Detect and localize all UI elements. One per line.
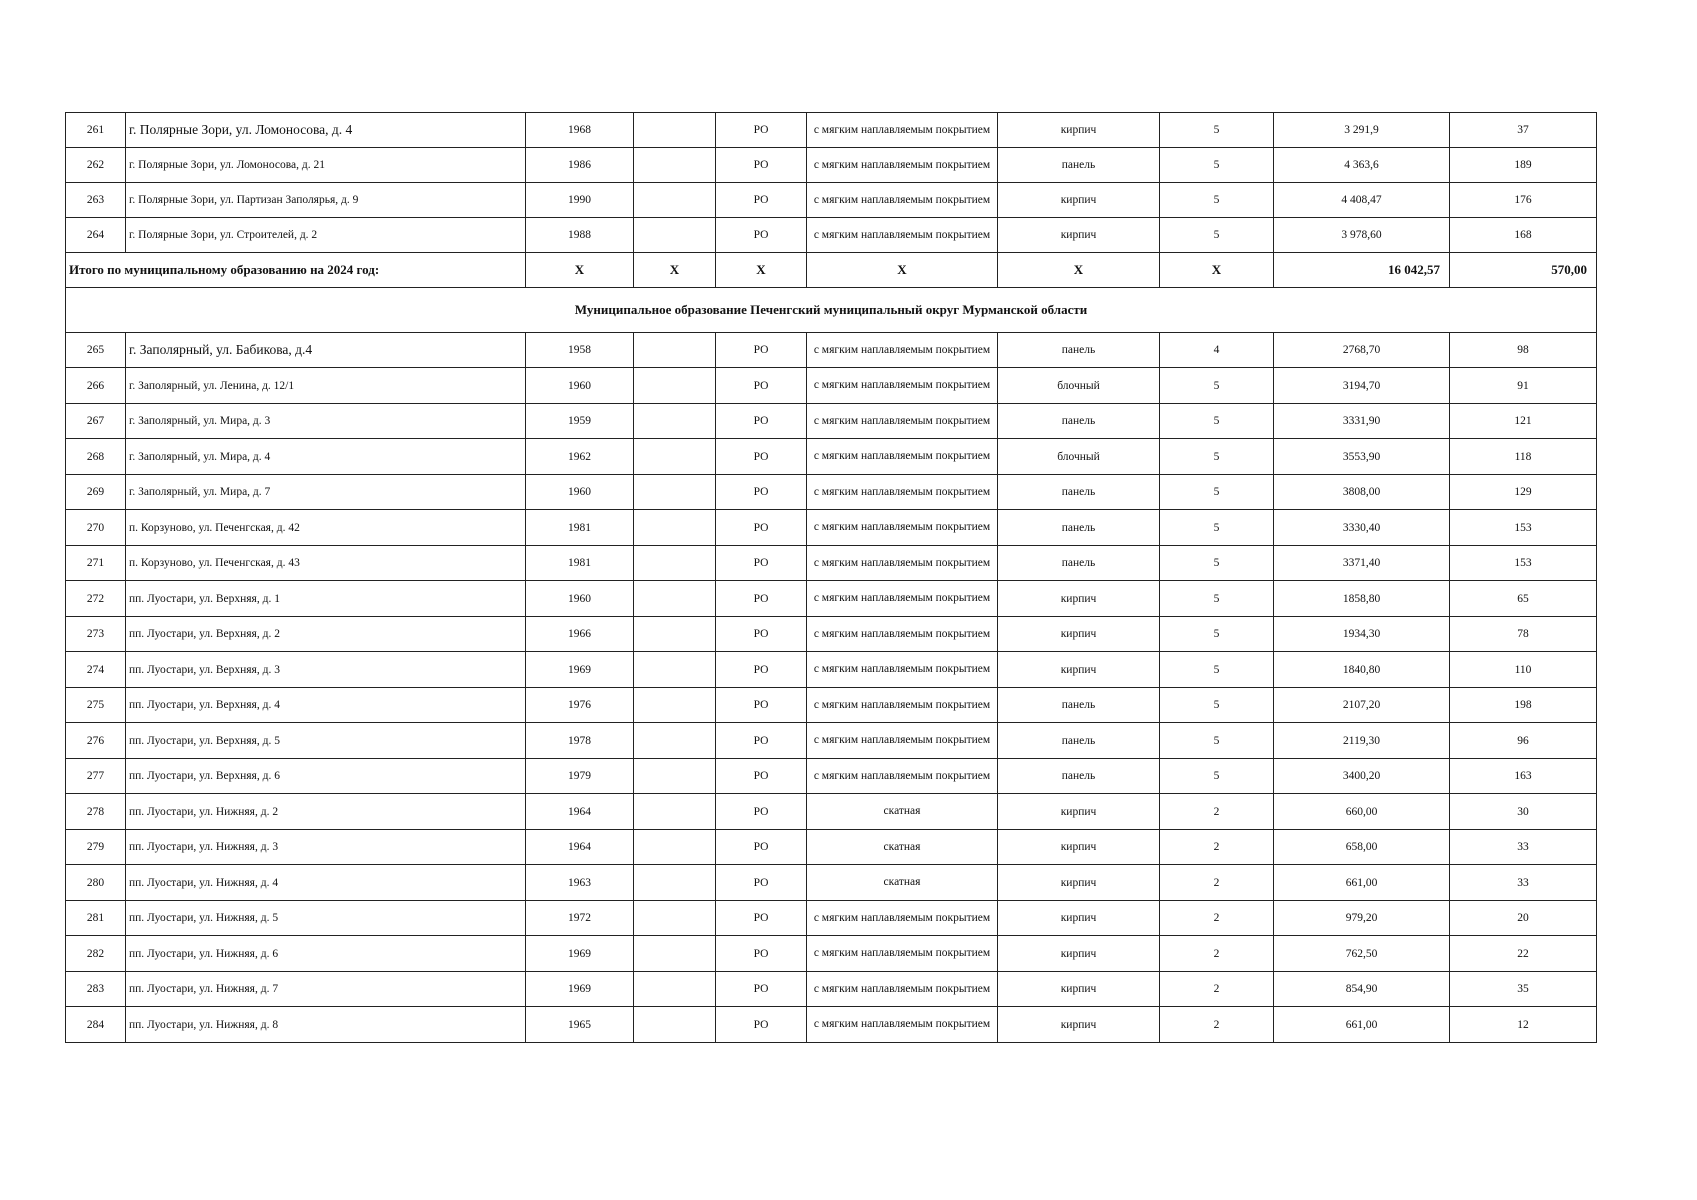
roof-type: с мягким наплавляемым покрытием — [807, 183, 998, 218]
wall-material: кирпич — [998, 901, 1160, 936]
residents-count: 37 — [1450, 113, 1597, 148]
table-row — [66, 865, 1597, 901]
row-number: 281 — [66, 901, 126, 936]
block1-rows — [66, 113, 1597, 253]
address: пп. Луостари, ул. Верхняя, д. 6 — [126, 759, 526, 794]
table-row — [66, 333, 1597, 368]
total-area-cell: 1934,30 — [1274, 617, 1450, 652]
floor-count: 5 — [1160, 439, 1274, 475]
wall-material: кирпич — [998, 652, 1160, 688]
build-year: 1969 — [526, 972, 634, 1007]
address: пп. Луостари, ул. Нижняя, д. 6 — [126, 936, 526, 972]
table-row — [66, 652, 1597, 688]
wall-material: кирпич — [998, 794, 1160, 830]
total-area-cell: 658,00 — [1274, 830, 1450, 865]
address: пп. Луостари, ул. Нижняя, д. 4 — [126, 865, 526, 901]
extra-cell — [634, 510, 716, 546]
build-year: 1966 — [526, 617, 634, 652]
roof-type: с мягким наплавляемым покрытием — [807, 688, 998, 723]
fund-type: РО — [716, 510, 807, 546]
build-year: 1959 — [526, 404, 634, 439]
build-year: 1964 — [526, 794, 634, 830]
fund-type: РО — [716, 759, 807, 794]
table-row — [66, 581, 1597, 617]
wall-material: панель — [998, 404, 1160, 439]
table-row — [66, 794, 1597, 830]
roof-type: с мягким наплавляемым покрытием — [807, 333, 998, 368]
total-row — [66, 253, 1597, 288]
total-x-col4: X — [634, 253, 716, 288]
residents-count: 153 — [1450, 546, 1597, 581]
total-area-cell: 3330,40 — [1274, 510, 1450, 546]
roof-type: с мягким наплавляемым покрытием — [807, 759, 998, 794]
fund-type: РО — [716, 368, 807, 404]
housing-register-table — [65, 112, 1597, 1043]
row-number: 279 — [66, 830, 126, 865]
build-year: 1969 — [526, 652, 634, 688]
total-x-floors: X — [1160, 253, 1274, 288]
roof-type: с мягким наплавляемым покрытием — [807, 113, 998, 148]
row-number: 280 — [66, 865, 126, 901]
table-row — [66, 113, 1597, 148]
extra-cell — [634, 688, 716, 723]
fund-type: РО — [716, 830, 807, 865]
roof-type: с мягким наплавляемым покрытием — [807, 439, 998, 475]
table-row — [66, 404, 1597, 439]
address: п. Корзуново, ул. Печенгская, д. 43 — [126, 546, 526, 581]
wall-material: панель — [998, 333, 1160, 368]
fund-type: РО — [716, 972, 807, 1007]
fund-type: РО — [716, 546, 807, 581]
residents-count: 33 — [1450, 865, 1597, 901]
row-number: 262 — [66, 148, 126, 183]
floor-count: 5 — [1160, 404, 1274, 439]
total-area-cell: 3553,90 — [1274, 439, 1450, 475]
residents-count: 110 — [1450, 652, 1597, 688]
section-title: Муниципальное образование Печенгский муниципальный округ Мурманской области — [66, 288, 1597, 333]
row-number: 263 — [66, 183, 126, 218]
build-year: 1981 — [526, 546, 634, 581]
total-x-roof: X — [807, 253, 998, 288]
total-area-cell: 3808,00 — [1274, 475, 1450, 510]
total-area-cell: 3371,40 — [1274, 546, 1450, 581]
row-number: 264 — [66, 218, 126, 253]
total-area-cell: 762,50 — [1274, 936, 1450, 972]
table-row — [66, 218, 1597, 253]
build-year: 1979 — [526, 759, 634, 794]
wall-material: кирпич — [998, 830, 1160, 865]
floor-count: 5 — [1160, 183, 1274, 218]
residents-count: 153 — [1450, 510, 1597, 546]
fund-type: РО — [716, 652, 807, 688]
wall-material: кирпич — [998, 865, 1160, 901]
address: г. Заполярный, ул. Бабикова, д.4 — [126, 333, 526, 368]
floor-count: 2 — [1160, 901, 1274, 936]
total-area-cell: 1840,80 — [1274, 652, 1450, 688]
wall-material: панель — [998, 475, 1160, 510]
extra-cell — [634, 183, 716, 218]
row-number: 269 — [66, 475, 126, 510]
extra-cell — [634, 759, 716, 794]
row-number: 284 — [66, 1007, 126, 1043]
total-area-cell: 3400,20 — [1274, 759, 1450, 794]
fund-type: РО — [716, 794, 807, 830]
row-number: 266 — [66, 368, 126, 404]
residents-count: 12 — [1450, 1007, 1597, 1043]
roof-type: с мягким наплавляемым покрытием — [807, 581, 998, 617]
row-number: 283 — [66, 972, 126, 1007]
row-number: 278 — [66, 794, 126, 830]
residents-count: 168 — [1450, 218, 1597, 253]
extra-cell — [634, 901, 716, 936]
table-row — [66, 830, 1597, 865]
wall-material: панель — [998, 723, 1160, 759]
residents-count: 35 — [1450, 972, 1597, 1007]
build-year: 1963 — [526, 865, 634, 901]
extra-cell — [634, 581, 716, 617]
row-number: 282 — [66, 936, 126, 972]
fund-type: РО — [716, 148, 807, 183]
wall-material: кирпич — [998, 936, 1160, 972]
total-x-fund: X — [716, 253, 807, 288]
row-number: 270 — [66, 510, 126, 546]
roof-type: с мягким наплавляемым покрытием — [807, 723, 998, 759]
table-row — [66, 510, 1597, 546]
address: г. Полярные Зори, ул. Партизан Заполярья, д. 9 — [126, 183, 526, 218]
floor-count: 5 — [1160, 723, 1274, 759]
roof-type: с мягким наплавляемым покрытием — [807, 218, 998, 253]
address: пп. Луостари, ул. Нижняя, д. 8 — [126, 1007, 526, 1043]
row-number: 277 — [66, 759, 126, 794]
residents-count: 176 — [1450, 183, 1597, 218]
extra-cell — [634, 148, 716, 183]
fund-type: РО — [716, 901, 807, 936]
address: пп. Луостари, ул. Нижняя, д. 3 — [126, 830, 526, 865]
wall-material: кирпич — [998, 113, 1160, 148]
address: пп. Луостари, ул. Верхняя, д. 1 — [126, 581, 526, 617]
floor-count: 5 — [1160, 510, 1274, 546]
floor-count: 5 — [1160, 688, 1274, 723]
residents-count: 65 — [1450, 581, 1597, 617]
build-year: 1958 — [526, 333, 634, 368]
build-year: 1960 — [526, 475, 634, 510]
total-area-cell: 854,90 — [1274, 972, 1450, 1007]
build-year: 1978 — [526, 723, 634, 759]
row-number: 268 — [66, 439, 126, 475]
fund-type: РО — [716, 617, 807, 652]
residents-count: 33 — [1450, 830, 1597, 865]
floor-count: 2 — [1160, 972, 1274, 1007]
wall-material: панель — [998, 148, 1160, 183]
build-year: 1972 — [526, 901, 634, 936]
total-area-cell: 3194,70 — [1274, 368, 1450, 404]
wall-material: блочный — [998, 368, 1160, 404]
wall-material: кирпич — [998, 581, 1160, 617]
address: пп. Луостари, ул. Нижняя, д. 7 — [126, 972, 526, 1007]
wall-material: кирпич — [998, 617, 1160, 652]
table-row — [66, 688, 1597, 723]
total-area: 16 042,57 — [1274, 253, 1450, 288]
address: г. Полярные Зори, ул. Ломоносова, д. 4 — [126, 113, 526, 148]
table-row — [66, 759, 1597, 794]
extra-cell — [634, 113, 716, 148]
build-year: 1976 — [526, 688, 634, 723]
fund-type: РО — [716, 865, 807, 901]
fund-type: РО — [716, 1007, 807, 1043]
roof-type: с мягким наплавляемым покрытием — [807, 546, 998, 581]
wall-material: панель — [998, 759, 1160, 794]
wall-material: кирпич — [998, 218, 1160, 253]
address: г. Заполярный, ул. Мира, д. 4 — [126, 439, 526, 475]
total-people: 570,00 — [1450, 253, 1597, 288]
floor-count: 5 — [1160, 113, 1274, 148]
total-area-cell: 3 291,9 — [1274, 113, 1450, 148]
total-area-cell: 2107,20 — [1274, 688, 1450, 723]
total-x-year: X — [526, 253, 634, 288]
residents-count: 121 — [1450, 404, 1597, 439]
table-row — [66, 723, 1597, 759]
residents-count: 118 — [1450, 439, 1597, 475]
total-area-cell: 660,00 — [1274, 794, 1450, 830]
roof-type: скатная — [807, 794, 998, 830]
wall-material: кирпич — [998, 183, 1160, 218]
roof-type: скатная — [807, 865, 998, 901]
extra-cell — [634, 439, 716, 475]
residents-count: 22 — [1450, 936, 1597, 972]
address: п. Корзуново, ул. Печенгская, д. 42 — [126, 510, 526, 546]
table-row — [66, 368, 1597, 404]
build-year: 1965 — [526, 1007, 634, 1043]
address: пп. Луостари, ул. Нижняя, д. 2 — [126, 794, 526, 830]
floor-count: 5 — [1160, 546, 1274, 581]
roof-type: с мягким наплавляемым покрытием — [807, 652, 998, 688]
build-year: 1964 — [526, 830, 634, 865]
fund-type: РО — [716, 475, 807, 510]
extra-cell — [634, 404, 716, 439]
roof-type: с мягким наплавляемым покрытием — [807, 510, 998, 546]
build-year: 1968 — [526, 113, 634, 148]
residents-count: 78 — [1450, 617, 1597, 652]
roof-type: скатная — [807, 830, 998, 865]
extra-cell — [634, 865, 716, 901]
extra-cell — [634, 546, 716, 581]
extra-cell — [634, 723, 716, 759]
extra-cell — [634, 333, 716, 368]
residents-count: 163 — [1450, 759, 1597, 794]
wall-material: блочный — [998, 439, 1160, 475]
total-label: Итого по муниципальному образованию на 2024 год: — [66, 253, 526, 288]
floor-count: 5 — [1160, 759, 1274, 794]
table-row — [66, 972, 1597, 1007]
wall-material: панель — [998, 510, 1160, 546]
roof-type: с мягким наплавляемым покрытием — [807, 972, 998, 1007]
floor-count: 2 — [1160, 1007, 1274, 1043]
address: г. Заполярный, ул. Мира, д. 7 — [126, 475, 526, 510]
total-area-cell: 661,00 — [1274, 1007, 1450, 1043]
table-row — [66, 183, 1597, 218]
extra-cell — [634, 617, 716, 652]
fund-type: РО — [716, 439, 807, 475]
table-row — [66, 936, 1597, 972]
total-area-cell: 1858,80 — [1274, 581, 1450, 617]
extra-cell — [634, 794, 716, 830]
fund-type: РО — [716, 688, 807, 723]
table-row — [66, 475, 1597, 510]
row-number: 275 — [66, 688, 126, 723]
build-year: 1969 — [526, 936, 634, 972]
wall-material: панель — [998, 546, 1160, 581]
floor-count: 5 — [1160, 475, 1274, 510]
total-area-cell: 2768,70 — [1274, 333, 1450, 368]
row-number: 267 — [66, 404, 126, 439]
residents-count: 96 — [1450, 723, 1597, 759]
fund-type: РО — [716, 404, 807, 439]
table-row — [66, 1007, 1597, 1043]
total-x-wall: X — [998, 253, 1160, 288]
address: пп. Луостари, ул. Верхняя, д. 2 — [126, 617, 526, 652]
build-year: 1986 — [526, 148, 634, 183]
residents-count: 198 — [1450, 688, 1597, 723]
total-area-cell: 2119,30 — [1274, 723, 1450, 759]
roof-type: с мягким наплавляемым покрытием — [807, 617, 998, 652]
table-row — [66, 617, 1597, 652]
total-area-cell: 4 363,6 — [1274, 148, 1450, 183]
build-year: 1988 — [526, 218, 634, 253]
build-year: 1960 — [526, 581, 634, 617]
row-number: 272 — [66, 581, 126, 617]
extra-cell — [634, 652, 716, 688]
row-number: 271 — [66, 546, 126, 581]
build-year: 1962 — [526, 439, 634, 475]
floor-count: 5 — [1160, 652, 1274, 688]
roof-type: с мягким наплавляемым покрытием — [807, 368, 998, 404]
total-area-cell: 3331,90 — [1274, 404, 1450, 439]
extra-cell — [634, 830, 716, 865]
floor-count: 5 — [1160, 617, 1274, 652]
row-number: 265 — [66, 333, 126, 368]
total-area-cell: 4 408,47 — [1274, 183, 1450, 218]
floor-count: 5 — [1160, 581, 1274, 617]
table-row — [66, 148, 1597, 183]
extra-cell — [634, 368, 716, 404]
fund-type: РО — [716, 113, 807, 148]
address: пп. Луостари, ул. Верхняя, д. 3 — [126, 652, 526, 688]
floor-count: 2 — [1160, 794, 1274, 830]
total-area-cell: 661,00 — [1274, 865, 1450, 901]
address: г. Заполярный, ул. Ленина, д. 12/1 — [126, 368, 526, 404]
wall-material: кирпич — [998, 1007, 1160, 1043]
wall-material: кирпич — [998, 972, 1160, 1007]
roof-type: с мягким наплавляемым покрытием — [807, 404, 998, 439]
floor-count: 5 — [1160, 148, 1274, 183]
floor-count: 2 — [1160, 936, 1274, 972]
address: г. Полярные Зори, ул. Строителей, д. 2 — [126, 218, 526, 253]
fund-type: РО — [716, 723, 807, 759]
extra-cell — [634, 972, 716, 1007]
floor-count: 4 — [1160, 333, 1274, 368]
residents-count: 30 — [1450, 794, 1597, 830]
extra-cell — [634, 1007, 716, 1043]
roof-type: с мягким наплавляемым покрытием — [807, 936, 998, 972]
total-area-cell: 979,20 — [1274, 901, 1450, 936]
floor-count: 2 — [1160, 830, 1274, 865]
roof-type: с мягким наплавляемым покрытием — [807, 148, 998, 183]
address: пп. Луостари, ул. Верхняя, д. 4 — [126, 688, 526, 723]
fund-type: РО — [716, 183, 807, 218]
row-number: 276 — [66, 723, 126, 759]
section-header-row — [66, 288, 1597, 333]
build-year: 1981 — [526, 510, 634, 546]
residents-count: 129 — [1450, 475, 1597, 510]
roof-type: с мягким наплавляемым покрытием — [807, 475, 998, 510]
build-year: 1990 — [526, 183, 634, 218]
roof-type: с мягким наплавляемым покрытием — [807, 901, 998, 936]
address: пп. Луостари, ул. Нижняя, д. 5 — [126, 901, 526, 936]
fund-type: РО — [716, 936, 807, 972]
floor-count: 5 — [1160, 368, 1274, 404]
residents-count: 20 — [1450, 901, 1597, 936]
row-number: 274 — [66, 652, 126, 688]
fund-type: РО — [716, 333, 807, 368]
floor-count: 5 — [1160, 218, 1274, 253]
address: г. Заполярный, ул. Мира, д. 3 — [126, 404, 526, 439]
fund-type: РО — [716, 218, 807, 253]
fund-type: РО — [716, 581, 807, 617]
address: пп. Луостари, ул. Верхняя, д. 5 — [126, 723, 526, 759]
residents-count: 91 — [1450, 368, 1597, 404]
total-area-cell: 3 978,60 — [1274, 218, 1450, 253]
residents-count: 98 — [1450, 333, 1597, 368]
extra-cell — [634, 218, 716, 253]
block2-rows — [66, 333, 1597, 1043]
extra-cell — [634, 475, 716, 510]
residents-count: 189 — [1450, 148, 1597, 183]
row-number: 273 — [66, 617, 126, 652]
floor-count: 2 — [1160, 865, 1274, 901]
roof-type: с мягким наплавляемым покрытием — [807, 1007, 998, 1043]
table-row — [66, 546, 1597, 581]
build-year: 1960 — [526, 368, 634, 404]
total-block — [66, 253, 1597, 333]
row-number: 261 — [66, 113, 126, 148]
address: г. Полярные Зори, ул. Ломоносова, д. 21 — [126, 148, 526, 183]
extra-cell — [634, 936, 716, 972]
table-row — [66, 439, 1597, 475]
table-row — [66, 901, 1597, 936]
wall-material: панель — [998, 688, 1160, 723]
